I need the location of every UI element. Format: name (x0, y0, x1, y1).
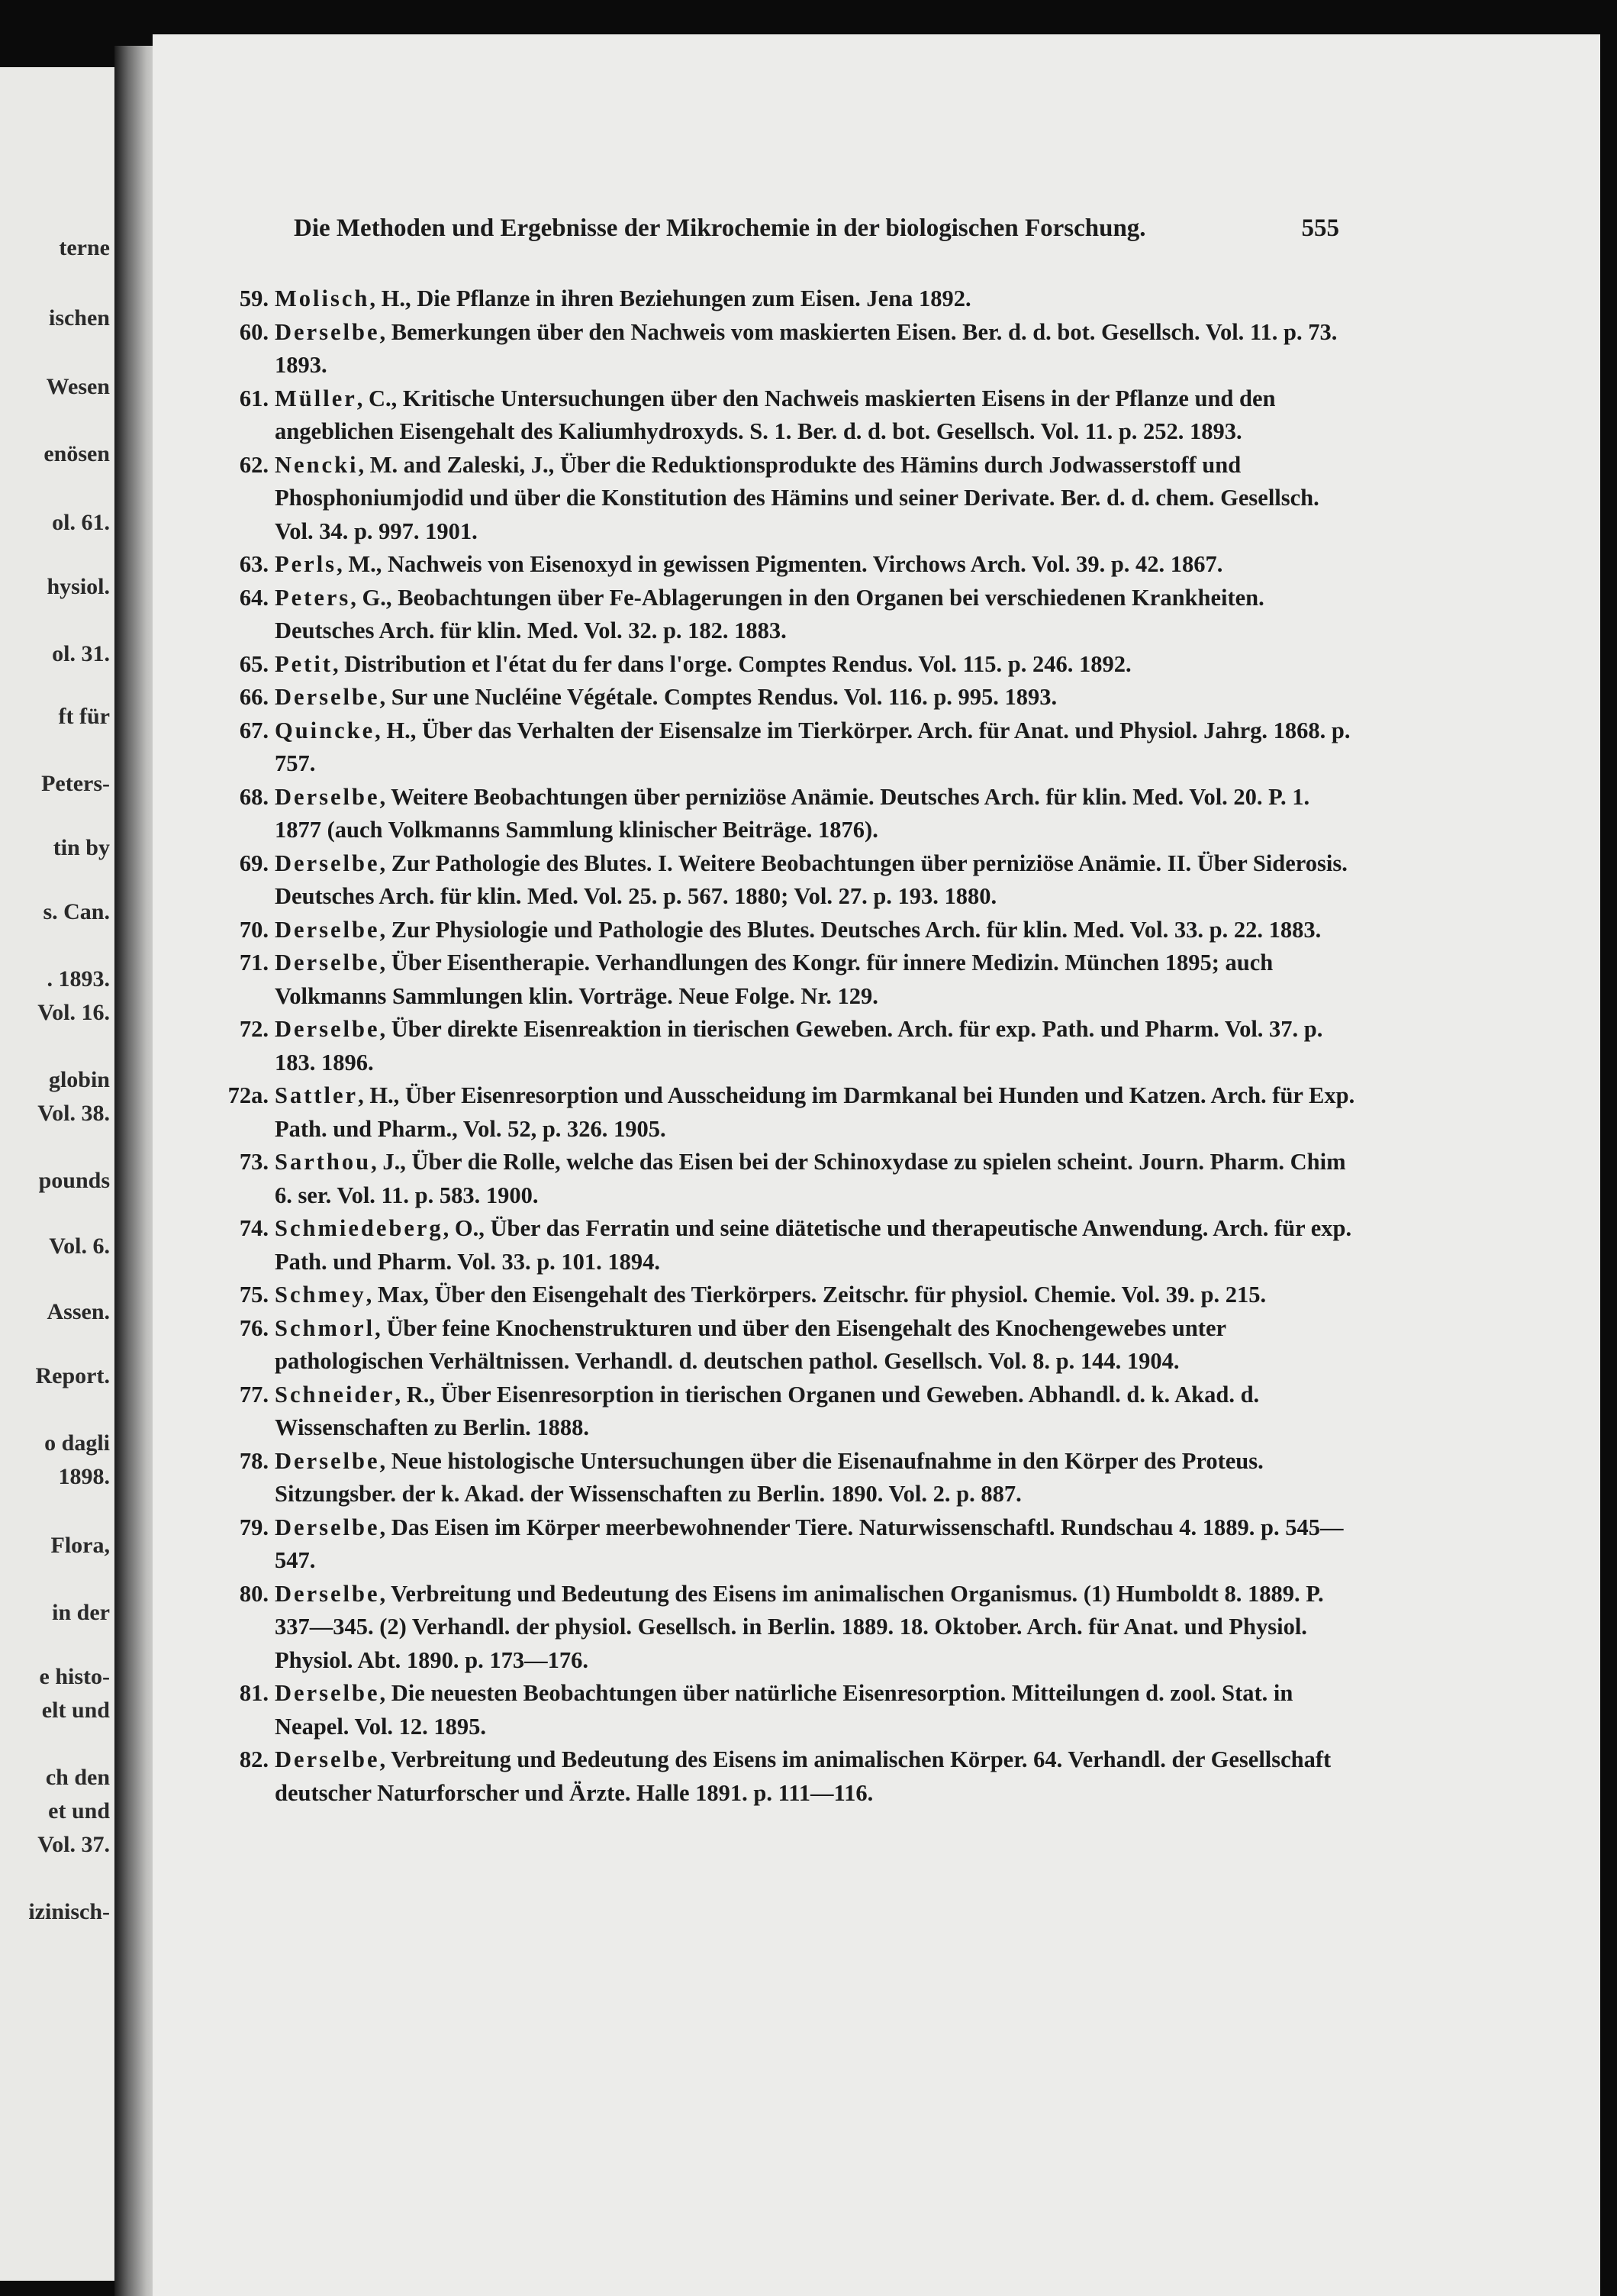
left-page-fragment: s. Can. (43, 899, 110, 924)
reference-body: , C., Kritische Untersuchungen über den Nachweis maskierten Eisens in der Pflanze und den angeblichen Eisengehalt des Kaliumhydroxyds. S. 1. Ber. d. d. bot. Gesellsch. Vol. 11. p. 252. 1893. (275, 385, 1276, 444)
reference-text (275, 582, 1358, 648)
reference-entry (198, 1379, 1358, 1445)
reference-number: 72a. (227, 1082, 269, 1108)
left-page-fragment: o dagli (44, 1430, 110, 1456)
reference-body: , Zur Physiologie und Pathologie des Blutes. Deutsches Arch. für klin. Med. Vol. 33. p. 22. 1883. (379, 916, 1322, 943)
reference-number: 63. (239, 551, 269, 577)
reference-body: , O., Über das Ferratin und seine diätetische und therapeutische Anwendung. Arch. für exp. Path. und Pharm. Vol. 33. p. 101. 1894. (275, 1215, 1352, 1275)
reference-entry (198, 847, 1358, 914)
reference-body: , Weitere Beobachtungen über perniziöse Anämie. Deutsches Arch. für klin. Med. Vol. 20. P. 1. 1877 (auch Volkmanns Sammlung klinischer Beiträge. 1876). (275, 783, 1310, 843)
reference-entry (198, 1079, 1358, 1146)
reference-entry (198, 1578, 1358, 1678)
reference-author: Molisch (275, 285, 370, 311)
reference-number: 67. (239, 717, 269, 743)
reference-number: 64. (239, 584, 269, 611)
reference-entry (198, 1677, 1358, 1743)
reference-body: , Sur une Nucléine Végétale. Comptes Rendus. Vol. 116. p. 995. 1893. (379, 684, 1058, 710)
left-page-fragment: Peters- (41, 771, 110, 796)
reference-author: Derselbe (275, 318, 380, 345)
reference-text (275, 1312, 1358, 1379)
left-page-fragment: Flora, (50, 1533, 110, 1558)
reference-text (275, 1511, 1358, 1578)
reference-author: Müller (275, 385, 357, 411)
reference-entry (198, 946, 1358, 1013)
reference-text (275, 1212, 1358, 1279)
running-head-title: Die Methoden und Ergebnisse der Mikrochemie in der biologischen Forschung. (294, 214, 1146, 242)
reference-text (275, 1379, 1358, 1445)
reference-author: Petit (275, 650, 333, 677)
reference-entry (198, 382, 1358, 449)
reference-number: 69. (239, 850, 269, 876)
reference-text (275, 1677, 1358, 1743)
reference-body: , Über feine Knochenstrukturen und über den Eisengehalt des Knochengewebes unter pathologischen Verhältnissen. Verhandl. d. deutschen pathol. Gesellsch. Vol. 8. p. 144. 1904. (275, 1314, 1226, 1374)
reference-body: , Über Eisentherapie. Verhandlungen des Kongr. für innere Medizin. München 1895; auch Volkmanns Sammlungen klin. Vorträge. Neue Folge. Nr. 129. (275, 950, 1274, 1009)
reference-number: 75. (239, 1282, 269, 1308)
reference-number: 71. (239, 950, 269, 975)
reference-text (275, 946, 1358, 1013)
reference-body: , G., Beobachtungen über Fe-Ablagerungen in den Organen bei verschiedenen Krankheiten. Deutsches Arch. für klin. Med. Vol. 32. p. 182. 1883. (275, 584, 1264, 643)
reference-text (275, 847, 1358, 914)
page-number: 555 (1301, 214, 1339, 242)
reference-body: , Über direkte Eisenreaktion in tierischen Geweben. Arch. für exp. Path. und Pharm. Vol. 37. p. 183. 1896. (275, 1016, 1323, 1075)
reference-entry (198, 282, 1358, 316)
left-page-fragment: et und (48, 1798, 110, 1824)
reference-entry (198, 1511, 1358, 1578)
reference-body: , Zur Pathologie des Blutes. I. Weitere Beobachtungen über perniziöse Anämie. II. Über Siderosis. Deutsches Arch. für klin. Med. Vol. 25. p. 567. 1880; Vol. 27. p. 193. 1880. (275, 850, 1348, 909)
reference-author: Peters (275, 584, 351, 611)
left-page-fragment: Report. (35, 1363, 110, 1388)
reference-entry (198, 1212, 1358, 1279)
reference-text (275, 282, 1358, 316)
reference-number: 61. (239, 385, 269, 411)
reference-text (275, 1445, 1358, 1511)
reference-list (198, 282, 1358, 1810)
reference-body: , Max, Über den Eisengehalt des Tierkörpers. Zeitschr. für physiol. Chemie. Vol. 39. p. 215. (366, 1282, 1267, 1308)
left-page-fragment: Assen. (47, 1299, 110, 1324)
reference-text (275, 714, 1358, 781)
reference-text (275, 1578, 1358, 1678)
reference-text (275, 1079, 1358, 1146)
reference-body: , R., Über Eisenresorption in tierischen Organen und Geweben. Abhandl. d. k. Akad. d. Wissenschaften zu Berlin. 1888. (275, 1381, 1260, 1440)
left-page-fragment: ft für (58, 704, 110, 729)
reference-number: 59. (239, 285, 269, 311)
reference-body: , M. and Zaleski, J., Über die Reduktionsprodukte des Hämins durch Jodwasserstoff und Phosphoniumjodid und über die Konstitution des Hämins und seiner Derivate. Ber. d. d. chem. Gesellsch. Vol. 34. p. 997. 1901. (275, 451, 1319, 544)
reference-body: , Verbreitung und Bedeutung des Eisens im animalischen Organismus. (1) Humboldt 8. 1889. P. 337—345. (2) Verhandl. der physiol. Gesellsch. in Berlin. 1889. 18. Oktober. Arch. für Anat. und Physiol. Physiol. Abt. 1890. p. 173—176. (275, 1580, 1324, 1673)
reference-author: Schneider (275, 1381, 395, 1408)
left-page-fragment: . 1893. (47, 966, 110, 992)
reference-entry (198, 449, 1358, 549)
reference-entry (198, 1013, 1358, 1079)
reference-text (275, 316, 1358, 382)
left-page-fragment: 1898. (58, 1464, 110, 1489)
reference-number: 70. (239, 916, 269, 943)
reference-text (275, 1146, 1358, 1212)
reference-entry (198, 582, 1358, 648)
reference-body: , Distribution et l'état du fer dans l'orge. Comptes Rendus. Vol. 115. p. 246. 1892. (332, 650, 1132, 677)
reference-number: 62. (239, 451, 269, 478)
reference-body: , Neue histologische Untersuchungen über die Eisenaufnahme in den Körper des Proteus. Sitzungsber. der k. Akad. der Wissenschaften zu Berlin. 1890. Vol. 2. p. 887. (275, 1447, 1264, 1507)
left-page-fragment: hysiol. (47, 574, 110, 599)
reference-author: Schmiedeberg (275, 1215, 443, 1241)
reference-text (275, 1013, 1358, 1079)
reference-author: Derselbe (275, 1447, 380, 1474)
left-page-fragment: ch den (45, 1765, 110, 1790)
reference-body: , H., Über Eisenresorption und Ausscheidung im Darmkanal bei Hunden und Katzen. Arch. für Exp. Path. und Pharm., Vol. 52, p. 326. 1905. (275, 1082, 1355, 1142)
reference-text (275, 681, 1358, 714)
reference-number: 72. (239, 1016, 269, 1042)
left-page-fragment: ol. 31. (52, 641, 110, 666)
left-page-fragment: globin (48, 1067, 110, 1092)
reference-number: 74. (239, 1215, 269, 1241)
reference-entry (198, 1445, 1358, 1511)
reference-body: , H., Die Pflanze in ihren Beziehungen zum Eisen. Jena 1892. (369, 285, 971, 311)
reference-author: Derselbe (275, 1514, 380, 1540)
left-page-fragment: in der (52, 1600, 110, 1625)
reference-entry (198, 316, 1358, 382)
reference-body: , H., Über das Verhalten der Eisensalze im Tierkörper. Arch. für Anat. und Physiol. Jahrg. 1868. p. 757. (275, 717, 1351, 776)
reference-author: Schmey (275, 1282, 366, 1308)
reference-author: Derselbe (275, 850, 380, 876)
reference-body: , Die neuesten Beobachtungen über natürliche Eisenresorption. Mitteilungen d. zool. Stat. in Neapel. Vol. 12. 1895. (275, 1680, 1293, 1740)
reference-author: Perls (275, 551, 337, 577)
reference-entry (198, 714, 1358, 781)
reference-author: Quincke (275, 717, 375, 743)
reference-entry (198, 648, 1358, 682)
left-page-fragment: Vol. 37. (37, 1832, 110, 1857)
reference-entry (198, 1279, 1358, 1312)
reference-author: Derselbe (275, 916, 380, 943)
reference-entry (198, 914, 1358, 947)
reference-entry (198, 681, 1358, 714)
reference-body: , Verbreitung und Bedeutung des Eisens im animalischen Körper. 64. Verhandl. der Gesellschaft deutscher Naturforscher und Ärzte. Halle 1891. p. 111—116. (275, 1746, 1332, 1806)
reference-number: 60. (239, 318, 269, 345)
reference-number: 81. (239, 1680, 269, 1706)
left-page-fragment: terne (59, 235, 110, 260)
reference-body: , M., Nachweis von Eisenoxyd in gewissen Pigmenten. Virchows Arch. Vol. 39. p. 42. 1867. (337, 551, 1223, 577)
left-page-fragment: Wesen (46, 374, 110, 399)
reference-text (275, 382, 1358, 449)
reference-number: 77. (239, 1381, 269, 1408)
reference-number: 80. (239, 1580, 269, 1607)
reference-number: 82. (239, 1746, 269, 1772)
reference-number: 79. (239, 1514, 269, 1540)
left-page-fragment: izinisch- (28, 1899, 110, 1924)
reference-author: Derselbe (275, 1680, 380, 1706)
reference-text (275, 1279, 1358, 1312)
reference-number: 78. (239, 1447, 269, 1474)
reference-body: , Das Eisen im Körper meerbewohnender Tiere. Naturwissenschaftl. Rundschau 4. 1889. p. 545—547. (275, 1514, 1344, 1573)
reference-author: Derselbe (275, 1580, 380, 1607)
reference-body: , Bemerkungen über den Nachweis vom maskierten Eisen. Ber. d. d. bot. Gesellsch. Vol. 11. p. 73. 1893. (275, 318, 1338, 378)
reference-author: Schmorl (275, 1314, 375, 1341)
reference-text (275, 781, 1358, 847)
reference-text (275, 914, 1358, 947)
reference-author: Derselbe (275, 1746, 380, 1772)
reference-text (275, 548, 1358, 582)
reference-number: 73. (239, 1149, 269, 1175)
left-page-fragment: elt und (41, 1698, 110, 1723)
reference-entry (198, 548, 1358, 582)
reference-entry (198, 1743, 1358, 1810)
reference-entry (198, 1312, 1358, 1379)
reference-entry (198, 781, 1358, 847)
left-page-fragment: Vol. 16. (37, 1000, 110, 1025)
left-facing-page (0, 67, 114, 2281)
reference-author: Derselbe (275, 783, 380, 810)
reference-text (275, 648, 1358, 682)
reference-number: 68. (239, 783, 269, 810)
scan-border (1600, 0, 1617, 2296)
left-page-fragment: ol. 61. (52, 510, 110, 535)
left-page-fragment: e histo- (39, 1664, 110, 1689)
left-page-fragment: pounds (38, 1168, 110, 1193)
reference-author: Sarthou (275, 1149, 372, 1175)
left-page-fragment: tin by (53, 835, 110, 860)
left-page-fragment: Vol. 6. (49, 1233, 110, 1259)
left-page-fragment: enösen (43, 441, 110, 466)
reference-author: Derselbe (275, 1016, 380, 1042)
reference-author: Sattler (275, 1082, 359, 1108)
reference-author: Nencki (275, 451, 359, 478)
reference-number: 66. (239, 684, 269, 710)
reference-text (275, 449, 1358, 549)
left-page-fragment: Vol. 38. (37, 1101, 110, 1126)
reference-entry (198, 1146, 1358, 1212)
reference-number: 65. (239, 650, 269, 677)
left-page-fragment: ischen (48, 305, 110, 331)
reference-number: 76. (239, 1314, 269, 1341)
reference-author: Derselbe (275, 684, 380, 710)
reference-text (275, 1743, 1358, 1810)
reference-body: , J., Über die Rolle, welche das Eisen bei der Schinoxydase zu spielen scheint. Journ. Pharm. Chim 6. ser. Vol. 11. p. 583. 1900. (275, 1149, 1346, 1208)
reference-author: Derselbe (275, 950, 380, 975)
